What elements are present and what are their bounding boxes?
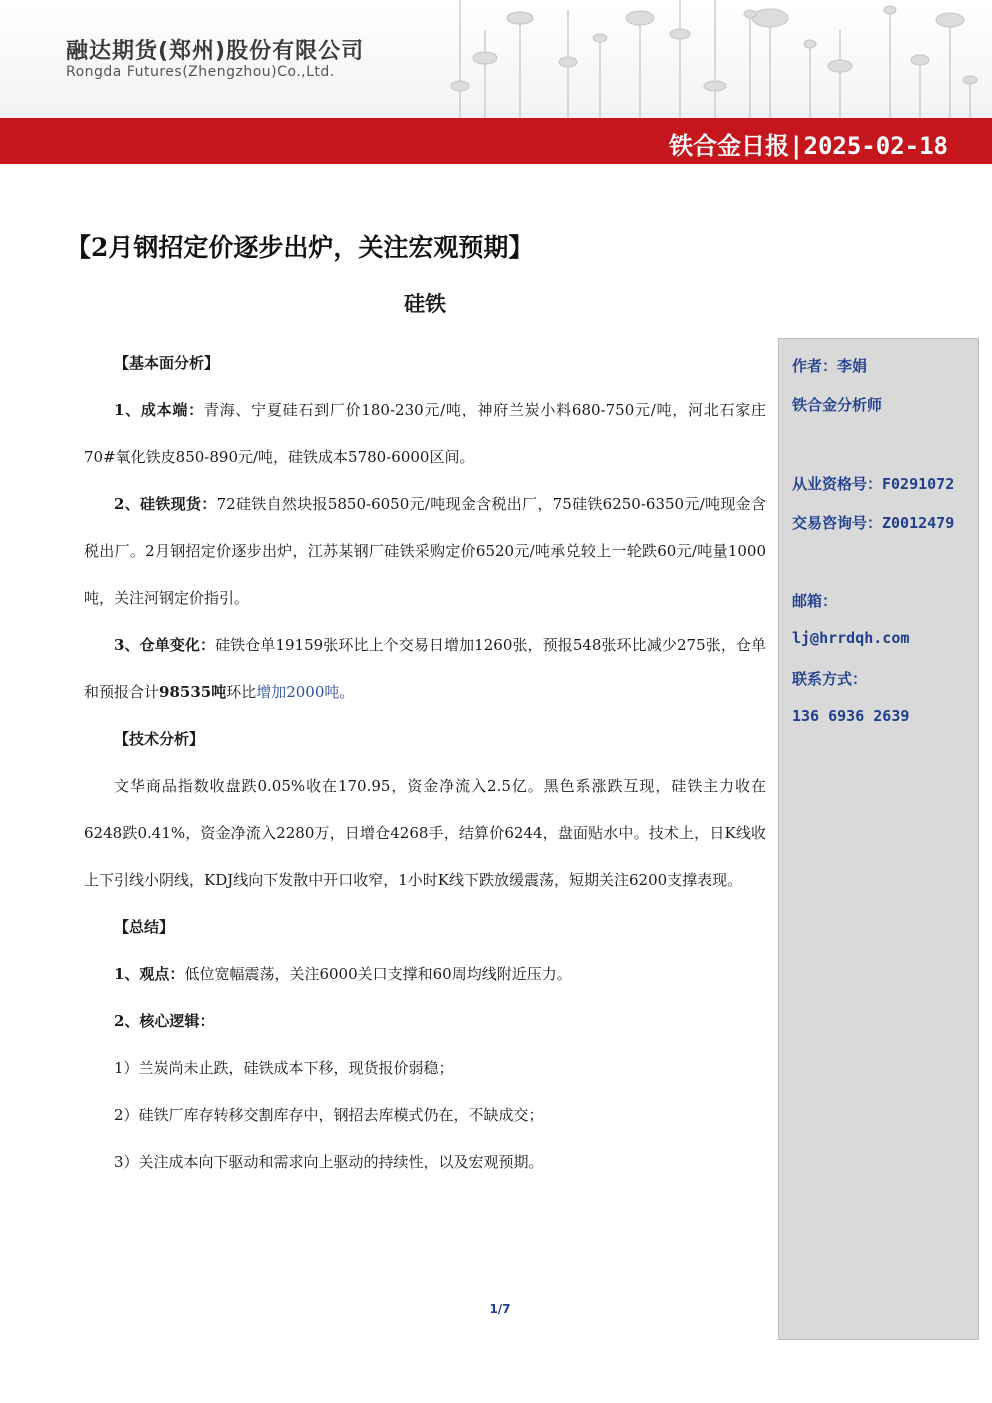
label-cost: 1、成本端： <box>114 401 204 419</box>
author-sidebar <box>778 338 979 1340</box>
email-address[interactable]: lj@hrrdqh.com <box>792 629 910 647</box>
subtitle: 硅铁 <box>404 291 446 316</box>
paragraph-warrants <box>84 622 766 716</box>
company-name-en: Rongda Futures(Zhengzhou)Co.,Ltd. <box>66 64 335 80</box>
label-logic: 2、核心逻辑： <box>114 1012 215 1030</box>
logic-item: 2）硅铁厂库存转移交割库存中，钢招去库模式仍在，不缺成交； <box>114 1106 544 1124</box>
section-heading-technical: 【技术分析】 <box>114 730 205 748</box>
paragraph-view <box>84 951 766 998</box>
text-warrants: 硅铁仓单19159张环比上个交易日增加1260张，预报548张环比减少275张，仓单和预报合计 <box>84 636 766 701</box>
paragraph-technical: 文华商品指数收盘跌0.05%收在170.95，资金净流入2.5亿。黑色系涨跌互现，硅铁主力收在6248跌0.41%，资金净流入2280万，日增仓4268手，结算价6244，盘面贴水中。技术上，日K线收上下引线小阴线，KDJ线向下发散中开口收窄，1小时K线下跌放缓震荡，短期关注6200支撑表现。 <box>84 777 766 889</box>
phone-number: 136 6936 2639 <box>792 707 910 725</box>
author-role: 铁合金分析师 <box>792 396 883 414</box>
paragraph-logic-label <box>84 998 766 1045</box>
warrants-end: 。 <box>339 683 355 701</box>
label-warrants: 3、仓单变化： <box>114 636 216 654</box>
report-body <box>84 340 766 1186</box>
page-number: 1/7 <box>489 1302 511 1316</box>
logic-item: 3）关注成本向下驱动和需求向上驱动的持续性，以及宏观预期。 <box>114 1153 544 1171</box>
text-cost: 青海、宁夏硅石到厂价180-230元/吨，神府兰炭小料680-750元/吨，河北石家庄70#氧化铁皮850-890元/吨，硅铁成本5780-6000区间。 <box>84 401 766 466</box>
warrants-mid: 环比 <box>226 683 257 701</box>
text-spot: 72硅铁自然块报5850-6050元/吨现金含税出厂，75硅铁6250-6350元/吨现金含税出厂。2月钢招定价逐步出炉，江苏某钢厂硅铁采购定价6520元/吨承兑较上一轮跌60元/吨量1000吨，关注河钢定价指引。 <box>84 495 766 607</box>
company-name-cn: 融达期货(郑州)股份有限公司 <box>66 39 365 64</box>
logic-item: 1）兰炭尚未止跌，硅铁成本下移，现货报价弱稳； <box>114 1059 454 1077</box>
warrants-change: 增加2000吨 <box>256 683 340 701</box>
decorative-pins-graphic <box>430 0 992 118</box>
contact-label: 联系方式： <box>792 670 868 688</box>
author-name: 作者：李娟 <box>792 357 868 375</box>
main-title: 【2月钢招定价逐步出炉，关注宏观预期】 <box>66 233 534 262</box>
paragraph-spot <box>84 481 766 622</box>
section-heading-fundamentals: 【基本面分析】 <box>114 354 220 372</box>
consult-number: 交易咨询号：Z0012479 <box>792 514 955 532</box>
paragraph-cost <box>84 387 766 481</box>
warrants-total: 98535吨 <box>159 683 227 701</box>
text-view: 低位宽幅震荡，关注6000关口支撑和60周均线附近压力。 <box>184 965 572 983</box>
license-number: 从业资格号：F0291072 <box>792 475 955 493</box>
label-view: 1、观点： <box>114 965 185 983</box>
section-heading-summary: 【总结】 <box>114 918 175 936</box>
report-title: 铁合金日报|2025-02-18 <box>669 132 948 160</box>
email-label: 邮箱： <box>792 592 838 610</box>
label-spot: 2、硅铁现货： <box>114 495 217 513</box>
